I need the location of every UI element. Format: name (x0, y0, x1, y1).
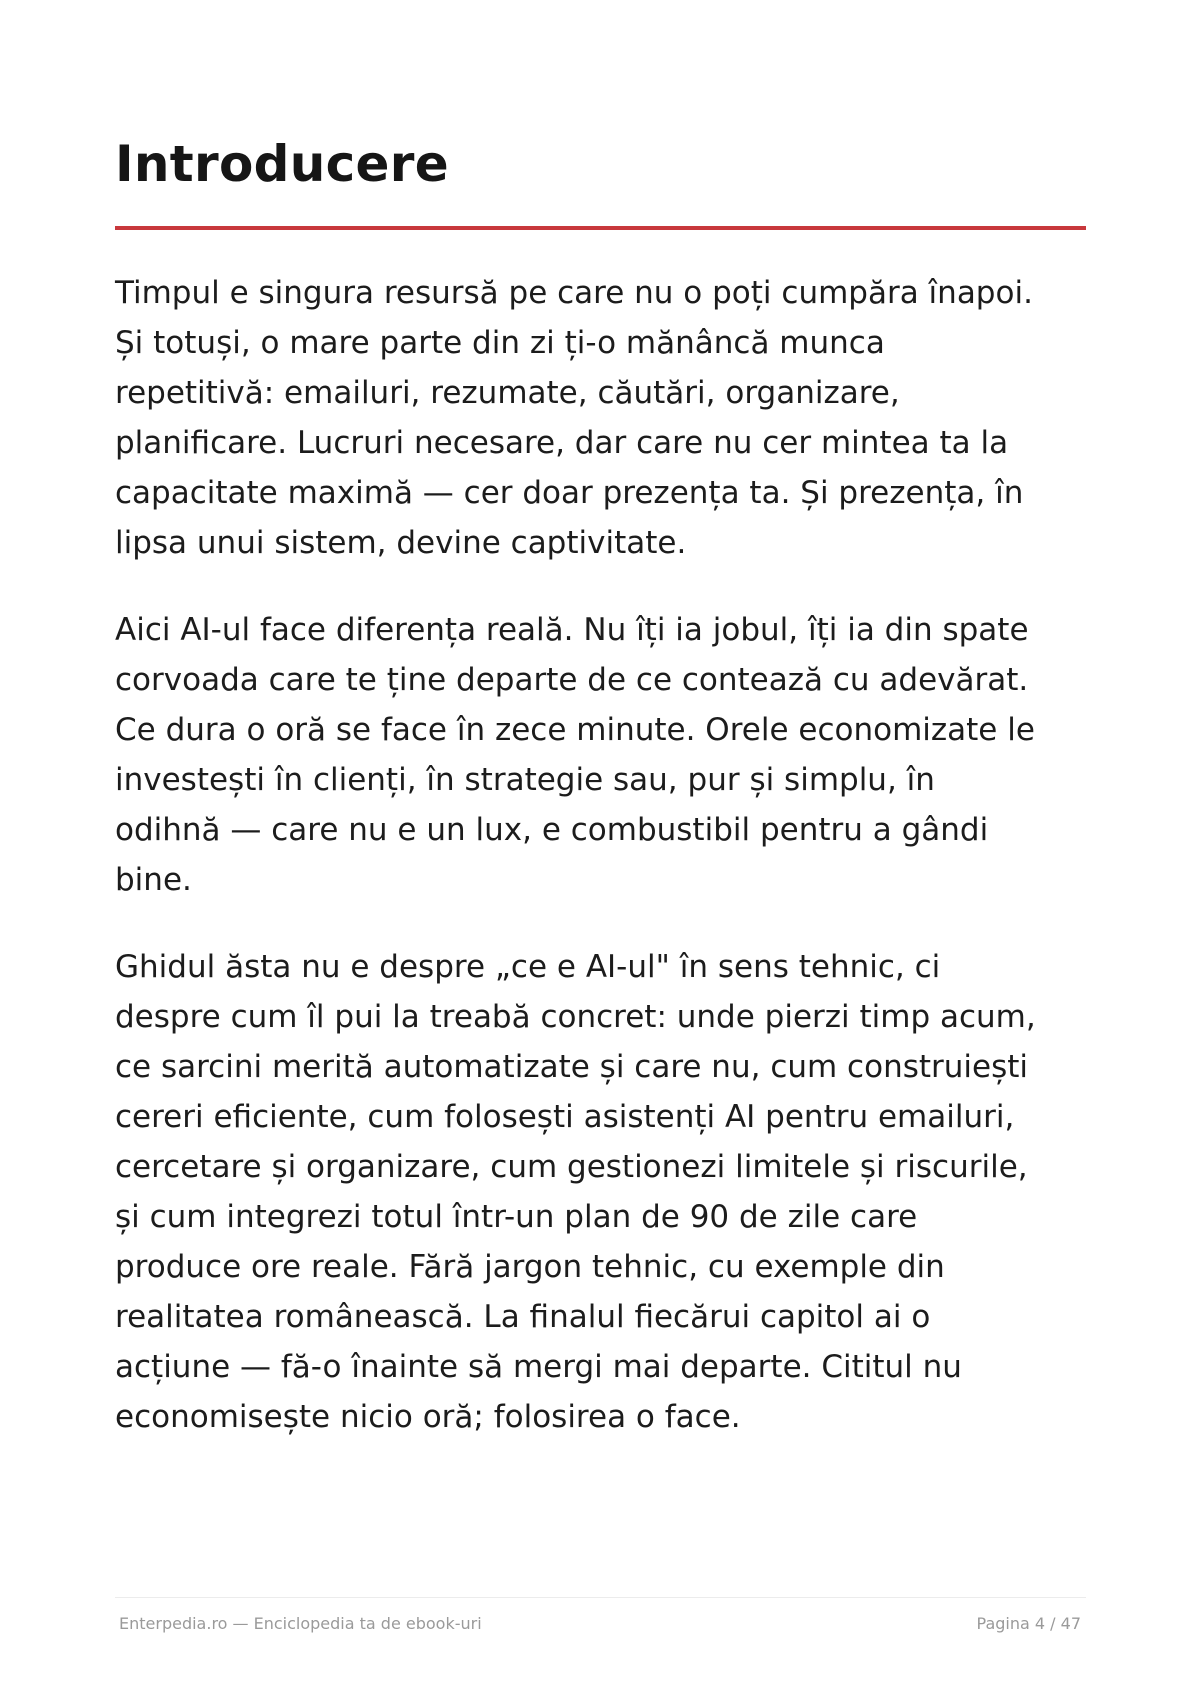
footer-site-name: Enterpedia.ro — Enciclopedia ta de ebook-uri (119, 1614, 482, 1633)
paragraph-2: Aici AI-ul face diferența reală. Nu îți ia jobul, îți ia din spate corvoada care te ține departe de ce contează cu adevărat. Ce dura o oră se face în zece minute. Orele economizate le investești în clienți, în strategie sau, pur și simplu, în odihnă — care nu e un lux, e combustibil pentru a gândi bine. (115, 612, 1035, 898)
body-text (115, 268, 1095, 1479)
paragraph-1: Timpul e singura resursă pe care nu o poți cumpăra înapoi. Și totuși, o mare parte din zi ți-o mănâncă munca repetitivă: emailuri, rezumate, căutări, organizare, planificare. Lucruri necesare, dar care nu cer mintea ta la capacitate maximă — cer doar prezența ta. Și prezența, în lipsa unui sistem, devine captivitate. (115, 275, 1033, 561)
title-divider (115, 226, 1086, 230)
footer-page-number: Pagina 4 / 47 (976, 1614, 1081, 1633)
page-title: Introducere (115, 135, 449, 193)
footer-divider (115, 1597, 1086, 1598)
paragraph-3: Ghidul ăsta nu e despre „ce e AI-ul" în sens tehnic, ci despre cum îl pui la treabă concret: unde pierzi timp acum, ce sarcini merită automatizate și care nu, cum construiești cereri eficiente, cum folosești asistenți AI pentru emailuri, cercetare și organizare, cum gestionezi limitele și riscurile, și cum integrezi totul într-un plan de 90 de zile care produce ore reale. Fără jargon tehnic, cu exemple din realitatea românească. La finalul fiecărui capitol ai o acțiune — fă-o înainte să mergi mai departe. Cititul nu economisește nicio oră; folosirea o face. (115, 949, 1036, 1435)
